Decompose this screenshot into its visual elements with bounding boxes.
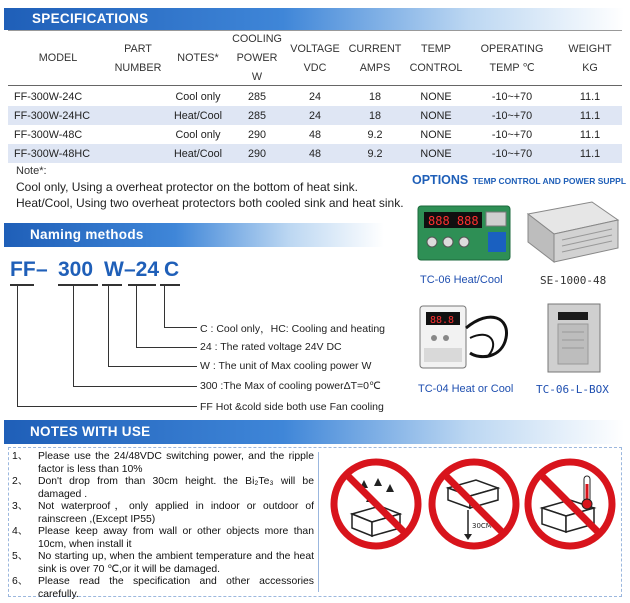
product-caption-se1000: SE-1000-48: [540, 274, 607, 287]
code-part-ff: FF: [10, 258, 36, 281]
table-row: [8, 106, 622, 125]
table-row: [8, 87, 622, 106]
tc06-box-illustration: [522, 298, 622, 378]
cell-weight: 11.1: [558, 144, 622, 163]
leader-c: [164, 286, 165, 328]
cell-operating-temp: -10~+70: [466, 87, 558, 106]
tc06-board-illustration: [414, 192, 514, 272]
cell-current: 9.2: [344, 144, 406, 163]
list-item: 5、 No starting up, when the ambient temperature and the heat sink is over 70 ℃,or it will be damaged.: [12, 551, 314, 575]
legend-ff: FF Hot &cold side both use Fan cooling: [200, 401, 384, 413]
cell-weight: 11.1: [558, 106, 622, 125]
tc04-controller-illustration: [410, 298, 514, 378]
notes-list: [12, 451, 314, 601]
cell-current: 18: [344, 106, 406, 125]
leader-300: [73, 286, 74, 386]
leader-ff: [17, 286, 18, 407]
code-part-w: W: [104, 258, 124, 281]
cell-current: 9.2: [344, 125, 406, 144]
cell-weight: 11.1: [558, 87, 622, 106]
cell-part-number: [108, 144, 168, 163]
col-notes: NOTES*: [177, 52, 219, 64]
specifications-banner: [4, 8, 624, 30]
notes-with-use-title: NOTES WITH USE: [30, 424, 151, 439]
cell-model: FF-300W-48C: [8, 125, 108, 144]
col-voltage: VOLTAGE VDC: [290, 42, 340, 74]
cell-cooling-power: 285: [228, 87, 286, 106]
options-heading: OPTIONS: [412, 173, 469, 187]
no-overheat-icon: [524, 458, 616, 550]
list-item: 2、 Don't drop from than 30cm height. the Bi₂Te₃ will be damaged .: [12, 476, 314, 500]
tc06-display: 888 888: [428, 214, 479, 228]
table-header-row: [8, 30, 622, 87]
product-caption-tc04: TC-04 Heat or Cool: [418, 383, 514, 395]
power-supply-illustration: [522, 192, 622, 272]
table-row: [8, 125, 622, 144]
col-model: MODEL: [38, 52, 78, 64]
cell-voltage: 24: [286, 106, 344, 125]
drop-height-label: 30CM: [472, 522, 492, 530]
note-label: Note*:: [16, 165, 47, 177]
no-drop-icon: [428, 458, 520, 550]
cell-notes: Cool only: [168, 87, 228, 106]
cell-part-number: [108, 125, 168, 144]
cell-voltage: 48: [286, 125, 344, 144]
note-line-heat-cool: Heat/Cool, Using two overheat protectors both cooled sink and heat sink.: [16, 196, 404, 210]
cell-notes: Heat/Cool: [168, 106, 228, 125]
cell-notes: Heat/Cool: [168, 144, 228, 163]
underline-24: [128, 284, 156, 286]
col-cooling-power: COOLING POWER W: [232, 33, 282, 83]
list-item: 3、 Not waterproof，only applied in indoor or outdoor of rainscreen ,(Except IP55): [12, 501, 314, 525]
cell-operating-temp: -10~+70: [466, 125, 558, 144]
options-title: [412, 171, 626, 189]
cell-part-number: [108, 87, 168, 106]
options-subheading: TEMP CONTROL AND POWER SUPPL: [472, 176, 627, 186]
naming-methods-title: Naming methods: [30, 227, 144, 242]
leader-w: [108, 286, 109, 367]
legend-c: C : Cool only，HC: Cooling and heating: [200, 323, 386, 335]
cell-weight: 11.1: [558, 125, 622, 144]
col-weight: WEIGHT KG: [568, 42, 612, 74]
naming-methods-banner: [4, 223, 384, 247]
notes-divider: [318, 452, 319, 592]
notes-with-use-banner: [4, 420, 624, 444]
underline-w: [102, 284, 122, 286]
cell-notes: Cool only: [168, 125, 228, 144]
cell-cooling-power: 285: [228, 106, 286, 125]
code-part-300: 300: [58, 258, 94, 281]
cell-voltage: 24: [286, 87, 344, 106]
legend-300: 300 :The Max of cooling powerΔT=0℃: [200, 380, 381, 392]
cell-model: FF-300W-48HC: [8, 144, 108, 163]
cell-cooling-power: 290: [228, 144, 286, 163]
specifications-table: [8, 30, 622, 163]
underline-ff: [10, 284, 34, 286]
tc04-display: 88.8: [430, 315, 455, 326]
cell-temp-control: NONE: [406, 144, 466, 163]
legend-24: 24 : The rated voltage 24V DC: [200, 341, 342, 353]
list-item: 4、 Please keep away from wall or other objects more than 10cm, when install it: [12, 526, 314, 550]
cell-temp-control: NONE: [406, 125, 466, 144]
cell-part-number: [108, 106, 168, 125]
cell-operating-temp: -10~+70: [466, 144, 558, 163]
product-image-tc04: [410, 298, 514, 378]
code-part-24: –24: [124, 258, 160, 281]
code-part-dash: –: [36, 258, 48, 281]
code-part-c: C: [164, 258, 180, 281]
product-caption-tc06-box: TC-06-L-BOX: [536, 383, 609, 396]
table-row: [8, 144, 622, 163]
col-part-number: PART NUMBER: [114, 42, 162, 74]
leader-24: [136, 286, 137, 348]
underline-c: [160, 284, 180, 286]
no-water-icon: [330, 458, 422, 550]
col-current: CURRENT AMPS: [348, 42, 402, 74]
cell-current: 18: [344, 87, 406, 106]
product-image-tc06: [414, 192, 514, 272]
cell-model: FF-300W-24C: [8, 87, 108, 106]
product-image-se1000: [522, 192, 622, 272]
col-temp-control: TEMP CONTROL: [409, 42, 463, 74]
col-operating-temp: OPERATING TEMP ℃: [480, 42, 544, 74]
cell-cooling-power: 290: [228, 125, 286, 144]
cell-operating-temp: -10~+70: [466, 106, 558, 125]
product-image-tc06-box: [522, 298, 622, 378]
cell-model: FF-300W-24HC: [8, 106, 108, 125]
legend-w: W : The unit of Max cooling power W: [200, 360, 372, 372]
cell-temp-control: NONE: [406, 87, 466, 106]
cell-voltage: 48: [286, 144, 344, 163]
list-item: 6、 Please read the specification and other accessories carefully.: [12, 576, 314, 600]
list-item: 1、 Please use the 24/48VDC switching power, and the ripple factor is less than 10%: [12, 451, 314, 475]
product-caption-tc06: TC-06 Heat/Cool: [420, 274, 503, 286]
underline-300: [58, 284, 98, 286]
specifications-title: SPECIFICATIONS: [32, 11, 149, 26]
cell-temp-control: NONE: [406, 106, 466, 125]
note-line-cool-only: Cool only, Using a overheat protector on the bottom of heat sink.: [16, 180, 358, 194]
